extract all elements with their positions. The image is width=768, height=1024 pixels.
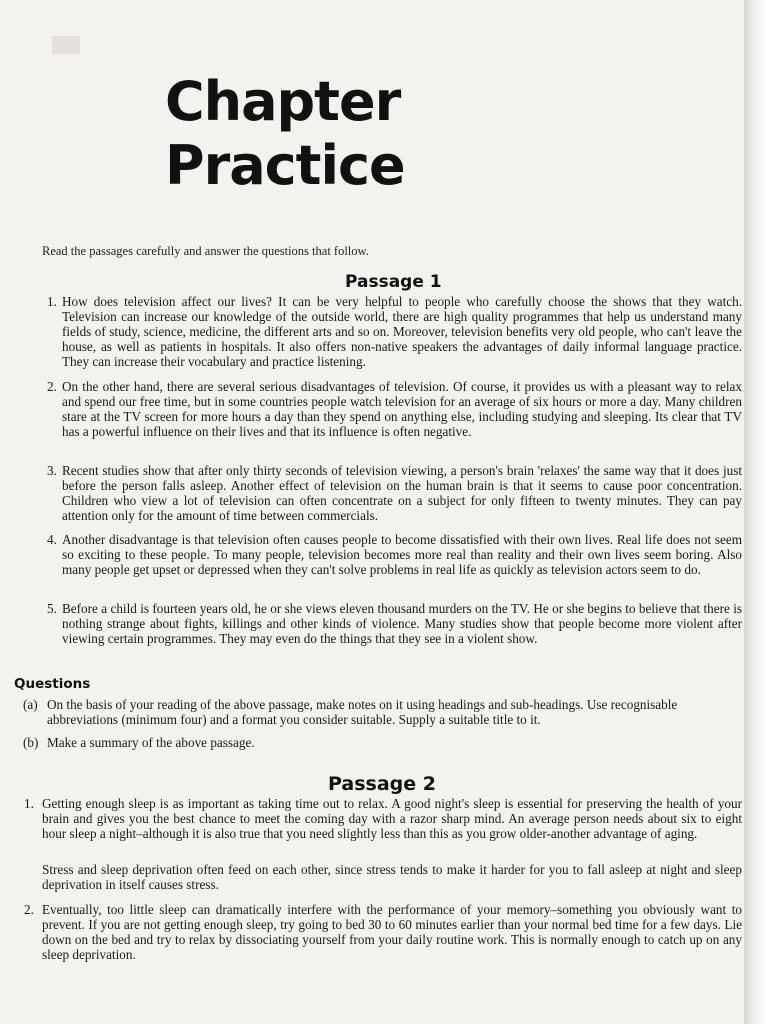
instruction-text: Read the passages carefully and answer the questions that follow. xyxy=(42,244,369,258)
page-edge xyxy=(744,0,768,1024)
paragraph-text: Before a child is fourteen years old, he or she views eleven thousand murders on the TV. He or she begins to believe that there is nothing strange about fights, killings and other kinds of violence. Many studies show that people become more violent after viewing certain programmes. They may even do the things that they see in a violent show. xyxy=(62,601,742,646)
paragraph-text: Eventually, too little sleep can dramatically interfere with the performance of your memory–something you obviously want to prevent. If you are not getting enough sleep, try going to bed 30 to 60 minutes earlier than your normal bed time for a few days. Lie down on the bed and try to relax by dissociating yourself from your daily routine work. This is normally enough to catch up on any sleep deprivation. xyxy=(42,902,742,962)
passage-2-paragraph xyxy=(24,902,742,962)
question-number: (a) xyxy=(23,697,38,712)
paragraph-text: Getting enough sleep is as important as taking time out to relax. A good night's sleep is essential for preserving the health of your brain and gives you the best chance to meet the coming day with a razor sharp mind. An average person needs about six to eight hour sleep a night–although it is also true that you need slightly less than this as you grow older-another advantage of aging. xyxy=(42,796,742,841)
title-line-2: Practice xyxy=(165,134,405,197)
question-item xyxy=(23,697,697,727)
paragraph-number: 1. xyxy=(47,294,57,309)
paragraph-text: Stress and sleep deprivation often feed on each other, since stress tends to make it harder for you to fall asleep at night and sleep deprivation in itself causes stress. xyxy=(42,862,742,892)
passage-1-paragraph xyxy=(47,532,742,577)
passage-1-paragraph xyxy=(47,379,742,439)
paragraph-text: How does television affect our lives? It can be very helpful to people who carefully choose the shows that they watch. Television can increase our knowledge of the outside world, there are high quality programmes that help us understand many fields of study, science, medicine, the different arts and so on. Moreover, television benefits very old people, who can't leave the house, as well as patients in hospitals. It also offers non-native speakers the advantages of daily informal language practice. They can increase their vocabulary and practice listening. xyxy=(62,294,742,369)
question-text: On the basis of your reading of the above passage, make notes on it using headings and sub-headings. Use recognisable abbreviations (minimum four) and a format you consider suitable. Supply a suitable title to it. xyxy=(47,697,678,727)
paragraph-number: 4. xyxy=(47,532,57,547)
paragraph-number: 5. xyxy=(47,601,57,616)
passage-1-paragraph xyxy=(47,601,742,646)
paragraph-number: 3. xyxy=(47,463,57,478)
passage-1-paragraph xyxy=(47,463,742,523)
paragraph-text: Another disadvantage is that television often causes people to become dissatisfied with their own lives. Real life does not seem so exciting to these people. To many people, television becomes more real than reality and their own lives seem boring. Also many people get upset or depressed when they can't solve problems in real life as quickly as television actors seem to do. xyxy=(62,532,742,577)
passage-1-paragraph xyxy=(47,294,742,369)
paragraph-text: On the other hand, there are several serious disadvantages of television. Of course, it provides us with a pleasant way to relax and spend our free time, but in some countries people watch television for an average of six hours or more a day. Many children stare at the TV screen for more hours a day than they spend on anything else, including studying and sleeping. Its clear that TV has a powerful influence on their lives and that its influence is often negative. xyxy=(62,379,742,439)
chapter-title xyxy=(165,70,405,198)
passage-2-paragraph xyxy=(42,862,742,892)
page-smudge xyxy=(52,36,80,54)
question-number: (b) xyxy=(23,735,39,750)
paragraph-number: 2. xyxy=(24,902,34,917)
passage-1-heading: Passage 1 xyxy=(345,272,442,292)
question-text: Make a summary of the above passage. xyxy=(47,735,255,750)
passage-2-heading: Passage 2 xyxy=(328,773,436,795)
paragraph-number: 1. xyxy=(24,796,34,811)
title-line-1: Chapter xyxy=(165,70,401,133)
paragraph-number: 2. xyxy=(47,379,57,394)
question-item xyxy=(23,735,697,750)
passage-2-paragraph xyxy=(24,796,742,841)
questions-heading: Questions xyxy=(14,676,91,692)
paragraph-text: Recent studies show that after only thirty seconds of television viewing, a person's brain 'relaxes' the same way that it does just before the person falls asleep. Another effect of television on the human brain is that it seems to cause poor concentration. Children who view a lot of television can often concentrate on a subject for only fifteen to twenty minutes. They can pay attention only for the amount of time between commercials. xyxy=(62,463,742,523)
